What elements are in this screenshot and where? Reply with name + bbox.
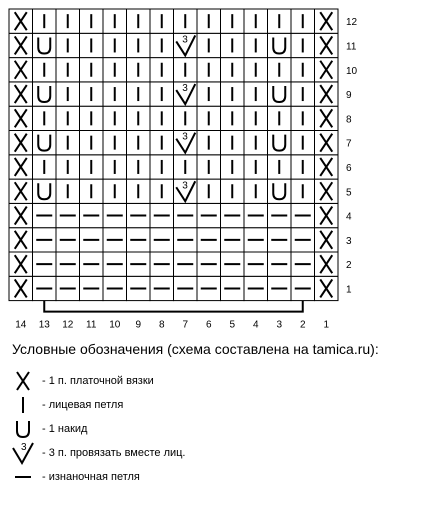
chart-cell <box>127 33 151 57</box>
chart-cell <box>315 9 339 33</box>
chart-cell <box>150 9 174 33</box>
chart-cell <box>197 9 221 33</box>
chart-cell <box>291 276 315 300</box>
chart-cell <box>174 179 198 203</box>
chart-cell <box>268 252 292 276</box>
column-number: 7 <box>182 319 189 331</box>
chart-cell <box>9 106 33 130</box>
legend-label-k3tog: - 3 п. провязать вместе лиц. <box>42 447 186 459</box>
chart-cell <box>315 106 339 130</box>
chart-cell <box>80 33 104 57</box>
chart-cell <box>127 179 151 203</box>
chart-cell <box>103 155 127 179</box>
chart-cell <box>56 276 80 300</box>
purl-stitch-icon <box>8 465 38 489</box>
column-number: 10 <box>109 319 121 331</box>
chart-grid <box>9 9 338 301</box>
chart-cell <box>244 33 268 57</box>
chart-cell <box>33 252 57 276</box>
legend-label-purl: - изнаночная петля <box>42 471 140 483</box>
chart-cell <box>80 58 104 82</box>
knit-stitch-icon <box>8 393 38 417</box>
chart-cell <box>33 276 57 300</box>
chart-cell <box>56 131 80 155</box>
legend-item-k3tog <box>8 441 408 465</box>
chart-cell <box>268 228 292 252</box>
chart-cell <box>244 179 268 203</box>
row-number: 6 <box>346 162 352 174</box>
repeat-bracket-line <box>44 301 303 312</box>
chart-cell <box>197 82 221 106</box>
chart-cell <box>221 82 245 106</box>
chart-cell <box>56 179 80 203</box>
legend-label-garter: - 1 п. платочной вязки <box>42 375 154 387</box>
chart-cell <box>174 9 198 33</box>
chart-cell <box>9 276 33 300</box>
chart-cell <box>174 276 198 300</box>
chart-cell <box>33 131 57 155</box>
chart-cell <box>221 228 245 252</box>
chart-cell <box>150 33 174 57</box>
chart-cell <box>221 106 245 130</box>
chart-cell <box>9 228 33 252</box>
chart-cell <box>103 106 127 130</box>
chart-cell <box>150 58 174 82</box>
chart-cell <box>9 179 33 203</box>
chart-cell <box>33 106 57 130</box>
column-number: 1 <box>323 319 330 331</box>
chart-cell <box>221 58 245 82</box>
chart-cell <box>221 252 245 276</box>
legend <box>8 369 408 489</box>
chart-cell <box>80 228 104 252</box>
chart-cell <box>103 33 127 57</box>
chart-cell <box>33 9 57 33</box>
chart-cell <box>291 203 315 227</box>
chart-cell <box>103 9 127 33</box>
chart-cell <box>80 82 104 106</box>
chart-cell <box>221 203 245 227</box>
chart-cell <box>244 9 268 33</box>
chart-cell <box>291 179 315 203</box>
chart-cell <box>268 106 292 130</box>
column-numbers <box>15 320 329 331</box>
chart-cell <box>291 82 315 106</box>
chart-cell <box>56 9 80 33</box>
svg-text:3: 3 <box>182 131 188 143</box>
chart-cell <box>244 276 268 300</box>
chart-cell <box>174 228 198 252</box>
row-number: 1 <box>346 284 352 296</box>
chart-cell <box>174 82 198 106</box>
chart-cell <box>150 252 174 276</box>
row-number: 2 <box>346 260 352 272</box>
chart-cell <box>268 58 292 82</box>
chart-cell <box>127 9 151 33</box>
chart-cell <box>103 228 127 252</box>
chart-cell <box>150 131 174 155</box>
chart-cell <box>56 106 80 130</box>
chart-cell <box>174 252 198 276</box>
chart-cell <box>244 155 268 179</box>
row-number: 3 <box>346 235 352 247</box>
svg-text:3: 3 <box>182 83 188 95</box>
chart-cell <box>244 131 268 155</box>
chart-cell <box>197 155 221 179</box>
chart-cell <box>127 58 151 82</box>
garter-stitch-icon <box>8 369 38 393</box>
chart-cell <box>291 106 315 130</box>
chart-cell <box>9 58 33 82</box>
chart-cell <box>80 155 104 179</box>
chart-cell <box>103 58 127 82</box>
chart-cell <box>33 33 57 57</box>
chart-cell <box>56 228 80 252</box>
chart-cell <box>56 252 80 276</box>
legend-label-knit: - лицевая петля <box>42 399 124 411</box>
chart-cell <box>197 106 221 130</box>
legend-item-garter <box>8 369 408 393</box>
chart-cell <box>80 276 104 300</box>
chart-cell <box>268 131 292 155</box>
column-number: 8 <box>158 319 165 331</box>
chart-cell <box>221 179 245 203</box>
column-number: 11 <box>86 319 97 331</box>
chart-cell <box>56 203 80 227</box>
chart-cell <box>127 82 151 106</box>
chart-cell <box>268 9 292 33</box>
column-number: 9 <box>135 319 142 331</box>
chart-cell <box>56 58 80 82</box>
chart-cell <box>33 58 57 82</box>
chart-cell <box>150 179 174 203</box>
row-number: 10 <box>346 65 358 77</box>
chart-cell <box>315 228 339 252</box>
chart-cell <box>291 131 315 155</box>
k3tog-icon <box>8 441 38 465</box>
chart-cell <box>291 33 315 57</box>
chart-cell <box>315 58 339 82</box>
chart-cell <box>56 33 80 57</box>
chart-cell <box>80 179 104 203</box>
chart-cell <box>244 252 268 276</box>
column-number: 6 <box>205 319 212 331</box>
chart-cell <box>221 131 245 155</box>
chart-cell <box>150 203 174 227</box>
chart-cell <box>9 33 33 57</box>
chart-cell <box>150 228 174 252</box>
chart-cell <box>80 9 104 33</box>
chart-cell <box>150 276 174 300</box>
chart-cell <box>221 33 245 57</box>
chart-cell <box>174 106 198 130</box>
chart-cell <box>291 9 315 33</box>
chart-cell <box>221 276 245 300</box>
column-number: 12 <box>62 319 74 331</box>
column-number: 3 <box>276 319 283 331</box>
chart-cell <box>56 82 80 106</box>
chart-cell <box>291 58 315 82</box>
chart-cell <box>103 276 127 300</box>
column-number: 13 <box>38 319 50 331</box>
row-number: 4 <box>346 211 352 223</box>
chart-cell <box>103 203 127 227</box>
chart-cell <box>33 179 57 203</box>
chart-cell <box>127 106 151 130</box>
chart-cell <box>80 203 104 227</box>
chart-cell <box>150 155 174 179</box>
yarn-over-icon <box>8 417 38 441</box>
chart-cell <box>127 252 151 276</box>
chart-cell <box>268 33 292 57</box>
legend-heading: Условные обозначения (схема составлена на tamica.ru): <box>12 341 379 357</box>
chart-cell <box>268 179 292 203</box>
chart-cell <box>9 131 33 155</box>
chart-cell <box>244 58 268 82</box>
chart-cell <box>244 203 268 227</box>
chart-cell <box>244 106 268 130</box>
chart-cell <box>268 82 292 106</box>
row-number: 9 <box>346 90 352 102</box>
chart-cell <box>103 131 127 155</box>
chart-cell <box>291 252 315 276</box>
chart-cell <box>221 9 245 33</box>
chart-cell <box>103 82 127 106</box>
chart-cell <box>244 228 268 252</box>
chart-cell <box>268 203 292 227</box>
legend-label-yarn-over: - 1 накид <box>42 423 88 435</box>
column-number: 2 <box>299 319 306 331</box>
chart-cell <box>174 203 198 227</box>
chart-cell <box>174 131 198 155</box>
chart-cell <box>197 228 221 252</box>
chart-cell <box>33 82 57 106</box>
svg-text:3: 3 <box>182 34 188 46</box>
svg-text:3: 3 <box>182 180 188 192</box>
row-number: 7 <box>346 138 352 150</box>
svg-text:3: 3 <box>21 442 27 453</box>
column-number: 5 <box>229 319 236 331</box>
chart-cell <box>197 131 221 155</box>
chart-cell <box>197 203 221 227</box>
chart-cell <box>9 9 33 33</box>
chart-cell <box>174 155 198 179</box>
chart-cell <box>221 155 245 179</box>
chart-cell <box>315 276 339 300</box>
chart-cell <box>80 131 104 155</box>
chart-cell <box>315 252 339 276</box>
chart-cell <box>33 203 57 227</box>
chart-cell <box>33 155 57 179</box>
legend-item-purl <box>8 465 408 489</box>
chart-cell <box>268 276 292 300</box>
chart-cell <box>315 33 339 57</box>
row-number: 8 <box>346 114 352 126</box>
row-numbers <box>346 17 358 295</box>
chart-cell <box>244 82 268 106</box>
chart-cell <box>197 252 221 276</box>
chart-cell <box>103 252 127 276</box>
chart-cell <box>315 131 339 155</box>
column-number: 4 <box>252 319 259 331</box>
chart-cell <box>315 155 339 179</box>
chart-cell <box>9 82 33 106</box>
column-number: 14 <box>15 319 27 331</box>
row-number: 11 <box>346 41 357 53</box>
chart-cell <box>127 131 151 155</box>
chart-cell <box>9 203 33 227</box>
chart-cell <box>127 203 151 227</box>
repeat-bracket <box>44 301 303 312</box>
chart-cell <box>80 106 104 130</box>
chart-cell <box>127 276 151 300</box>
chart-cell <box>150 82 174 106</box>
chart-cell <box>127 228 151 252</box>
chart-cell <box>127 155 151 179</box>
chart-cell <box>56 155 80 179</box>
chart-cell <box>9 155 33 179</box>
chart-cell <box>33 228 57 252</box>
chart-cell <box>268 155 292 179</box>
chart-cell <box>291 155 315 179</box>
chart-cell <box>197 276 221 300</box>
chart-cell <box>197 58 221 82</box>
chart-cell <box>197 179 221 203</box>
chart-cell <box>291 228 315 252</box>
chart-cell <box>80 252 104 276</box>
chart-cell <box>315 82 339 106</box>
chart-cell <box>315 179 339 203</box>
chart-cell <box>174 33 198 57</box>
legend-item-knit <box>8 393 408 417</box>
legend-item-yarn-over <box>8 417 408 441</box>
chart-cell <box>9 252 33 276</box>
chart-cell <box>315 203 339 227</box>
chart-cell <box>103 179 127 203</box>
row-number: 5 <box>346 187 352 199</box>
chart-cell <box>150 106 174 130</box>
chart-cell <box>197 33 221 57</box>
row-number: 12 <box>346 17 358 29</box>
chart-cell <box>174 58 198 82</box>
